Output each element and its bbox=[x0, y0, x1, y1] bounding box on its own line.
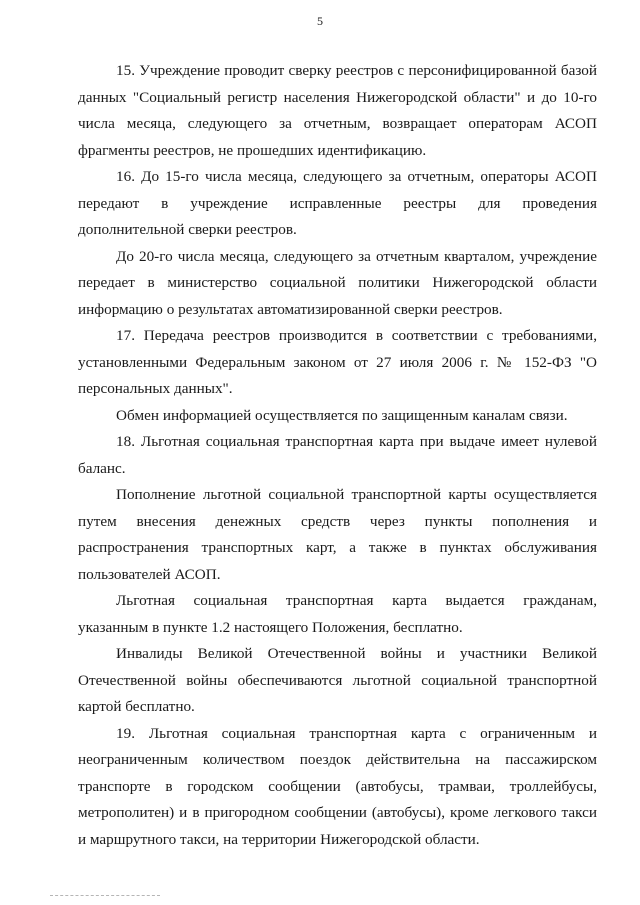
paragraph-secure-channels: Обмен информацией осуществляется по защищенным каналам связи. bbox=[116, 406, 568, 424]
paragraph-item-19: 19. Льготная социальная транспортная карта с ограниченным и неограниченным количеством поездок действительна на пассажирском транспорте в городском сообщении (автобусы, трамваи, троллейбусы, метрополитен) и в пригородном сообщении (автобусы), кроме легкового такси и маршрутного такси, на территории Нижегородской области. bbox=[78, 724, 597, 848]
paragraph-item-16: 16. До 15-го числа месяца, следующего за отчетным, операторы АСОП передают в учреждение исправленные реестры для проведения дополнительной сверки реестров. bbox=[78, 168, 597, 238]
document-body bbox=[78, 58, 597, 853]
footer-divider bbox=[50, 895, 160, 896]
page-number: 5 bbox=[317, 14, 323, 28]
paragraph-item-17: 17. Передача реестров производится в соответствии с требованиями, установленными Федеральным законом от 27 июля 2006 г. № 152-ФЗ "О персональных данных". bbox=[78, 327, 597, 397]
paragraph-item-18: 18. Льготная социальная транспортная карта при выдаче имеет нулевой баланс. bbox=[78, 433, 597, 477]
paragraph-card-topup: Пополнение льготной социальной транспортной карты осуществляется путем внесения денежных средств через пункты пополнения и распространения транспортных карт, а также в пунктах обслуживания пользователей АСОП. bbox=[78, 486, 597, 583]
paragraph-item-15: 15. Учреждение проводит сверку реестров с персонифицированной базой данных "Социальный регистр населения Нижегородской области" и до 10-го числа месяца, следующего за отчетным, возвращает операторам АСОП фрагменты реестров, не прошедших идентификацию. bbox=[78, 62, 597, 159]
paragraph-quarterly-report: До 20-го числа месяца, следующего за отчетным кварталом, учреждение передает в министерство социальной политики Нижегородской области информацию о результатах автоматизированной сверки реестров. bbox=[78, 247, 597, 318]
paragraph-veterans: Инвалиды Великой Отечественной войны и участники Великой Отечественной войны обеспечиваются льготной социальной транспортной картой бесплатно. bbox=[78, 645, 597, 715]
paragraph-card-issue: Льготная социальная транспортная карта выдается гражданам, указанным в пункте 1.2 настоящего Положения, бесплатно. bbox=[78, 592, 597, 636]
